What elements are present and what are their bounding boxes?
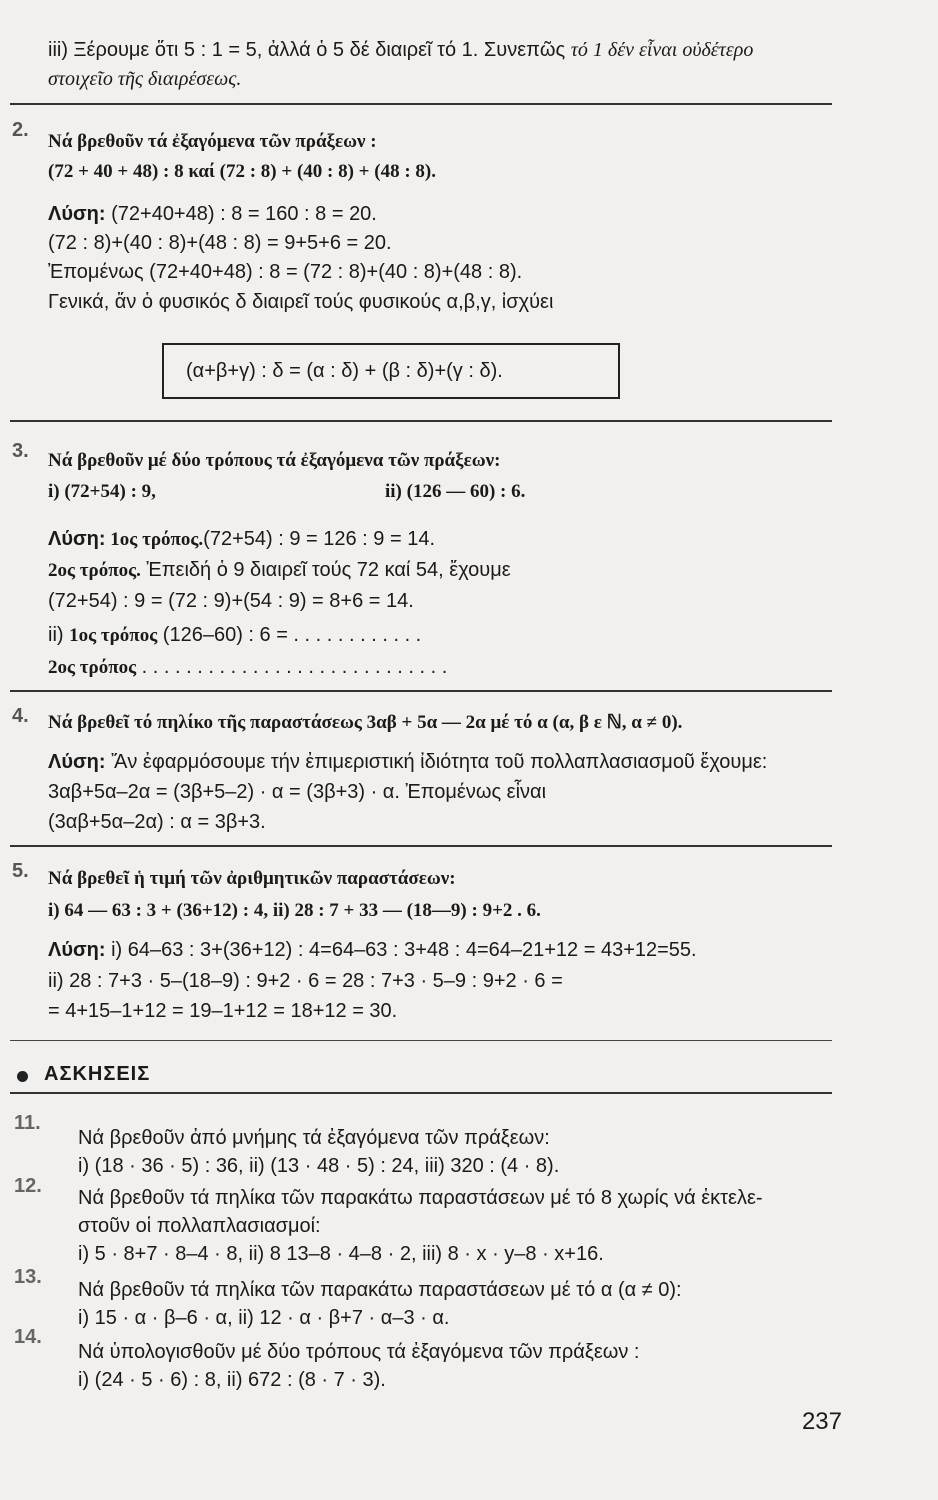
exercises-title: ΑΣΚΗΣΕΙΣ [44,1063,151,1085]
way-label: 1ος τρόπος. [105,529,204,550]
intro-line-1 [48,36,858,64]
way-label: 2ος τρόπος [48,657,137,678]
problem-4-solution-2: 3αβ+5α–2α = (3β+5–2) · α = (3β+3) · α. Ἐπομένως εἶναι [48,781,547,803]
exercise-12-line-3: i) 5 · 8+7 · 8–4 · 8, ii) 8 13–8 · 4–8 · 2, iii) 8 · x · y–8 · x+16. [78,1243,604,1265]
exercise-12-line-2: στοῦν οἱ πολλαπλασιασμοί: [78,1215,321,1237]
solution-label: Λύση: [48,203,106,225]
problem-5-expressions: i) 64 — 63 : 3 + (36+12) : 4, ii) 28 : 7 + 33 — (18—9) : 9+2 . 6. [48,900,541,921]
divider [10,103,832,105]
divider [10,1092,832,1094]
exercise-11-line-2: i) (18 · 36 · 5) : 36, ii) (13 · 48 · 5) : 24, iii) 320 : (4 · 8). [78,1155,560,1177]
problem-3-part-i: i) (72+54) : 9, [48,481,156,502]
intro-line-2: στοιχεῖο τῆς διαιρέσεως. [48,68,242,90]
problem-number: 4. [12,705,29,727]
problem-5-solution-2: ii) 28 : 7+3 · 5–(18–9) : 9+2 · 6 = 28 : 7+3 · 5–9 : 9+2 · 6 = [48,970,563,992]
problem-2-solution-2: (72 : 8)+(40 : 8)+(48 : 8) = 9+5+6 = 20. [48,232,392,254]
way-label: 1ος τρόπος [69,625,158,646]
exercise-14-line-2: i) (24 · 5 · 6) : 8, ii) 672 : (8 · 7 · 3). [78,1369,386,1391]
solution-text: (72+40+48) : 8 = 160 : 8 = 20. [105,203,377,225]
exercise-number: 11. [14,1112,41,1134]
solution-text: Ἐπειδή ὁ 9 διαιρεῖ τούς 72 καί 54, ἔχουμε [140,559,511,581]
problem-2-general: Γενικά, ἄν ὁ φυσικός δ διαιρεῖ τούς φυσικούς α,β,γ, ἰσχύει [48,291,554,313]
problem-5-statement: Νά βρεθεῖ ἡ τιμή τῶν ἀριθμητικῶν παραστάσεων: [48,868,456,889]
formula-box: (α+β+γ) : δ = (α : δ) + (β : δ)+(γ : δ). [162,343,620,399]
problem-2-expression: (72 + 40 + 48) : 8 καί (72 : 8) + (40 : 8) + (48 : 8). [48,161,436,182]
problem-4-solution-3: (3αβ+5α–2α) : α = 3β+3. [48,811,266,833]
solution-text: (126–60) : 6 = . . . . . . . . . . . . [157,624,422,646]
problem-2-solution-1 [48,200,858,228]
problem-3-solution-1 [48,525,858,554]
exercise-13-line-2: i) 15 · α · β–6 · α, ii) 12 · α · β+7 · α–3 · α. [78,1307,450,1329]
exercise-12-line-1: Νά βρεθοῦν τά πηλίκα τῶν παρακάτω παραστάσεων μέ τό 8 χωρίς νά ἐκτελε- [78,1187,763,1209]
problem-5-solution-3: = 4+15–1+12 = 19–1+12 = 18+12 = 30. [48,1000,398,1022]
problem-3-solution-3: (72+54) : 9 = (72 : 9)+(54 : 9) = 8+6 = 14. [48,590,414,612]
problem-3-solution-2 [48,556,858,585]
problem-3-statement: Νά βρεθοῦν μέ δύο τρόπους τά ἐξαγόμενα τῶν πράξεων: [48,450,501,471]
problem-2-solution-3: Ἐπομένως (72+40+48) : 8 = (72 : 8)+(40 : 8)+(48 : 8). [48,261,523,283]
problem-number: 3. [12,440,29,462]
problem-4-solution-1 [48,748,858,776]
part-label: ii) [48,624,70,646]
solution-text: (72+54) : 9 = 126 : 9 = 14. [203,528,436,550]
exercise-13-line-1: Νά βρεθοῦν τά πηλίκα τῶν παρακάτω παραστάσεων μέ τό α (α ≠ 0): [78,1279,682,1301]
problem-4-statement: Νά βρεθεῖ τό πηλίκο τῆς παραστάσεως 3αβ + 5α — 2α μέ τό α (α, β ε ℕ, α ≠ 0). [48,712,683,733]
exercise-14-line-1: Νά ὑπολογισθοῦν μέ δύο τρόπους τά ἐξαγόμενα τῶν πράξεων : [78,1341,640,1363]
exercise-11-line-1: Νά βρεθοῦν ἀπό μνήμης τά ἐξαγόμενα τῶν πράξεων: [78,1127,550,1149]
solution-label: Λύση: [48,939,106,961]
problem-number: 5. [12,860,29,882]
exercise-number: 14. [14,1326,42,1348]
problem-5-solution-1 [48,936,878,964]
divider [10,690,832,692]
divider [10,845,832,847]
way-label: 2ος τρόπος. [48,560,141,581]
exercise-number: 12. [14,1175,42,1197]
solution-label: Λύση: [48,528,106,550]
exercise-number: 13. [14,1266,42,1288]
solution-text: i) 64–63 : 3+(36+12) : 4=64–63 : 3+48 : 4=64–21+12 = 43+12=55. [105,939,697,961]
bullet-icon [17,1071,28,1082]
problem-3-part-ii-way-2 [48,653,858,682]
divider [10,420,832,422]
intro-text: iii) Ξέρουμε ὅτι 5 : 1 = 5, ἀλλά ὁ 5 δέ διαιρεῖ τό 1. Συνεπῶς [48,39,571,61]
problem-3-part-ii-way-1 [48,621,858,650]
intro-italic: τό 1 δέν εἶναι οὐδέτερο [570,39,754,61]
problem-2-statement: Νά βρεθοῦν τά ἐξαγόμενα τῶν πράξεων : [48,131,377,152]
solution-text: Ἄν ἐφαρμόσουμε τήν ἐπιμεριστική ἰδιότητα τοῦ πολλαπλασιασμοῦ ἔχουμε: [105,751,768,773]
solution-dots: . . . . . . . . . . . . . . . . . . . . . . . . . . . . [136,656,448,678]
solution-label: Λύση: [48,751,106,773]
problem-3-part-ii: ii) (126 — 60) : 6. [385,481,526,502]
page-number: 237 [801,1408,842,1435]
problem-number: 2. [12,119,29,141]
divider [10,1040,832,1041]
